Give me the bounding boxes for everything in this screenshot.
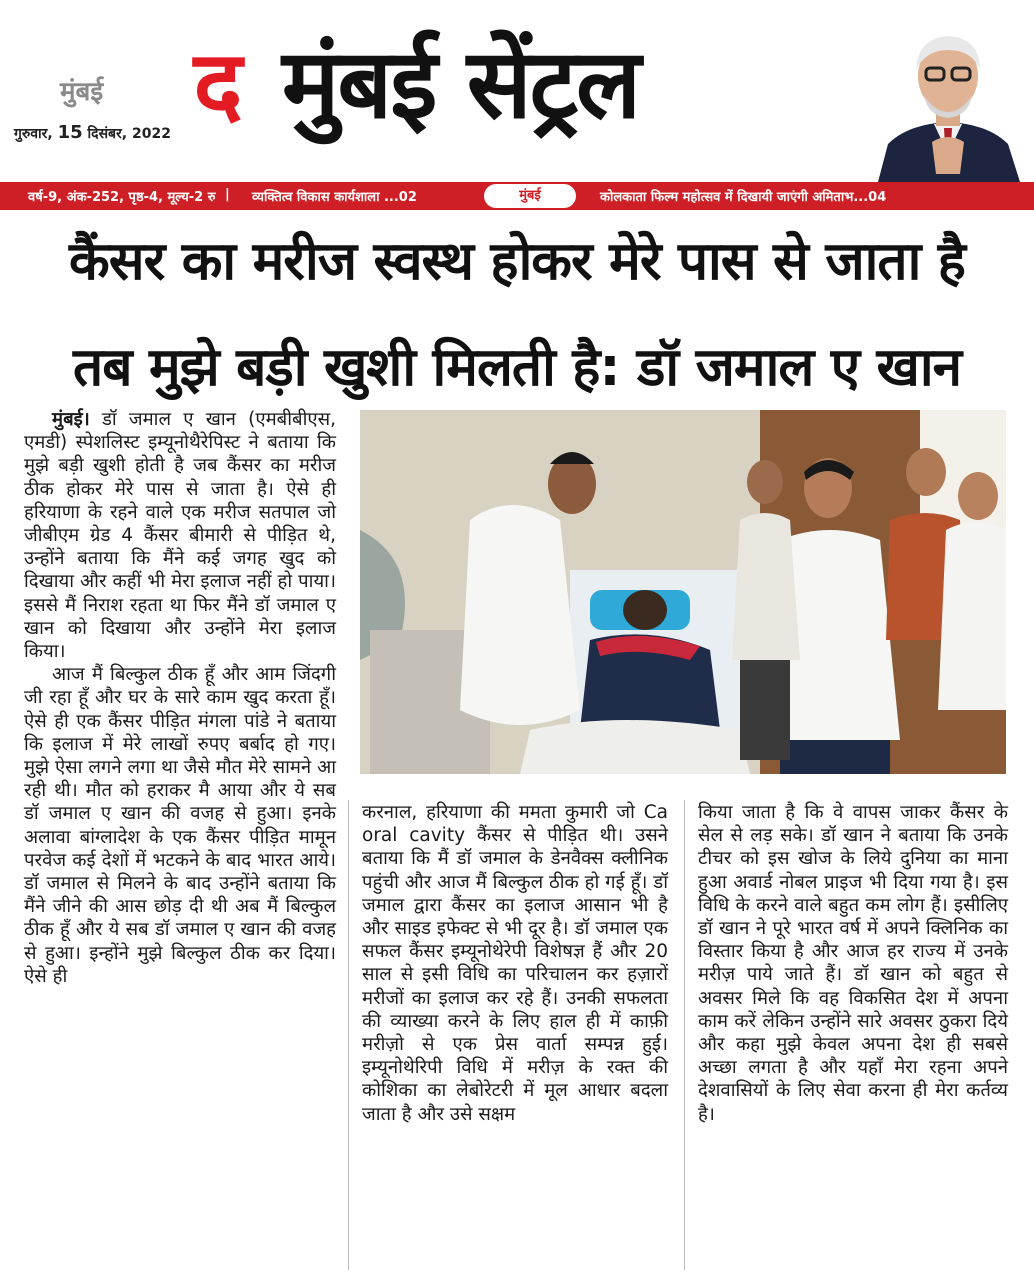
article-column-1 — [24, 408, 336, 988]
column-divider — [684, 800, 685, 1270]
info-strip — [0, 182, 1034, 210]
headline-line-2: तब मुझे बड़ी खुशी मिलती है: डॉ जमाल ए खान — [73, 337, 961, 398]
teaser-page-2: व्यक्तित्व विकास कार्यशाला ...02 — [252, 190, 417, 205]
edition-date — [14, 122, 171, 143]
date-number: 15 — [57, 122, 83, 143]
newspaper-name: मुंबई सेंट्रल — [282, 28, 640, 140]
logo-letter: द — [193, 31, 243, 138]
article-paragraph — [24, 408, 336, 663]
date-day: गुरुवार, — [14, 126, 53, 142]
edition-badge: मुंबई — [484, 184, 576, 208]
date-month-year: दिसंबर, 2022 — [87, 126, 171, 142]
teaser-page-4: कोलकाता फिल्म महोत्सव में दिखायी जाएंगी अमिताभ...04 — [600, 190, 887, 205]
article-column-2 — [362, 801, 668, 1126]
issue-info: वर्ष-9, अंक-252, पृष्ठ-4, मूल्य-2 रु — [28, 190, 216, 205]
column-divider — [348, 800, 349, 1270]
article-paragraph: करनाल, हरियाणा की ममता कुमारी जो Ca oral cavity कैंसर से पीड़ित थी। उसने बताया कि मैं डॉ जमाल के डेनवैक्स क्लीनिक पहुंची और आज मैं बिल्कुल ठीक हो गई हूँ। डॉ जमाल द्वारा कैंसर का इलाज आसान भी है और साइड इफेक्ट से भी दूर है। डॉ जमाल एक सफल कैंसर इम्यूनोथेरेपी विशेषज्ञ हैं और 20 साल से इसी विधि का परिचालन कर हज़ारों मरीजों का इलाज कर रहे हैं। उनकी सफलता की व्याख्या करने के लिए हाल ही में काफ़ी मरीज़ो से एक प्रेस वार्ता सम्पन्न हुई। इम्यूनोथेरिपी विधि में मरीज़ के रक्त की कोशिका का लेबोरेटरी में मूल आधार बदला जाता है और उसे सक्षम — [362, 802, 668, 1125]
article-paragraph: किया जाता है कि वे वापस जाकर कैंसर के सेल से लड़ सके। डॉ खान ने बताया कि उनके टीचर को इस खोज के लिये दुनिया का माना हुआ अवार्ड नोबल प्राइज भी दिया गया है। इस विधि के करने वाले बहुत कम लोग हैं। इसीलिए डॉ खान ने पूरे भारत वर्ष में अपने क्लिनिक का विस्तार किया है और आज हर राज्य में उनके मरीज़ पाये जाते हैं। डॉ खान को बहुत से अवसर मिले कि वह विकसित देश में अपना काम करें लेकिन उन्होंने सारे अवसर ठुकरा दिये और कहा मुझे केवल अपना देश ही सबसे अच्छा लगता है और यहाँ मेरा रहना अपने देशवासियों के लिए सेवा करना ही मेरा कर्तव्य है। — [698, 802, 1008, 1125]
strip-separator: | — [225, 187, 230, 202]
celebrity-portrait-image — [868, 24, 1028, 182]
hospital-visit-photo — [360, 410, 1006, 774]
article-column-3 — [698, 801, 1008, 1126]
article-paragraph: आज मैं बिल्कुल ठीक हूँ और आम जिंदगी जी रहा हूँ और घर के सारे काम खुद करता हूँ। ऐसे ही एक कैंसर पीड़ित मंगला पांडे ने बताया कि इलाज में मेरे लाखों रुपए बर्बाद हो गए। मुझे ऐसा लगने लगा था जैसे मौत मेरे सामने आ रही थी। मौत को हराकर मै आया और ये सब डॉ जमाल ए खान की वजह से हुआ। इनके अलावा बांग्लादेश के एक कैंसर पीड़ित मामून परवेज कई देशों में भटकने के बाद भारत आये। डॉ जमाल से मिलने के बाद उन्होंने बताया कि मैंने जीने की आस छोड़ दी थी अब मैं बिल्कुल ठीक हूँ और ये सब डॉ जमाल ए खान की वजह से हुआ। इन्होंने मुझे बिल्कुल ठीक कर दिया। ऐसे ही — [24, 664, 336, 987]
dateline: मुंबई। — [52, 409, 90, 430]
headline-line-1: कैंसर का मरीज स्वस्थ होकर मेरे पास से जाता है — [69, 231, 965, 292]
edition-city: मुंबई — [60, 77, 104, 107]
paragraph-text: डॉ जमाल ए खान (एमबीबीएस, एमडी) स्पेशलिस्ट इम्यूनोथैरेपिस्ट ने बताया कि मुझे बड़ी खुशी होती है जब कैंसर का मरीज ठीक होकर मेरे पास से जाता है। ऐसे ही हरियाणा के रहने वाले एक मरीज सतपाल जो जीबीएम ग्रेड 4 कैंसर बीमारी से पीड़ित थे, उन्होंने बताया कि मैंने कई जगह खुद को दिखाया और कहीं भी मेरा इलाज नहीं हो पाया। इससे मैं निराश रहता था फिर मैंने डॉ जमाल ए खान को दिखाया और उन्होंने मेरा इलाज किया। — [24, 409, 336, 663]
